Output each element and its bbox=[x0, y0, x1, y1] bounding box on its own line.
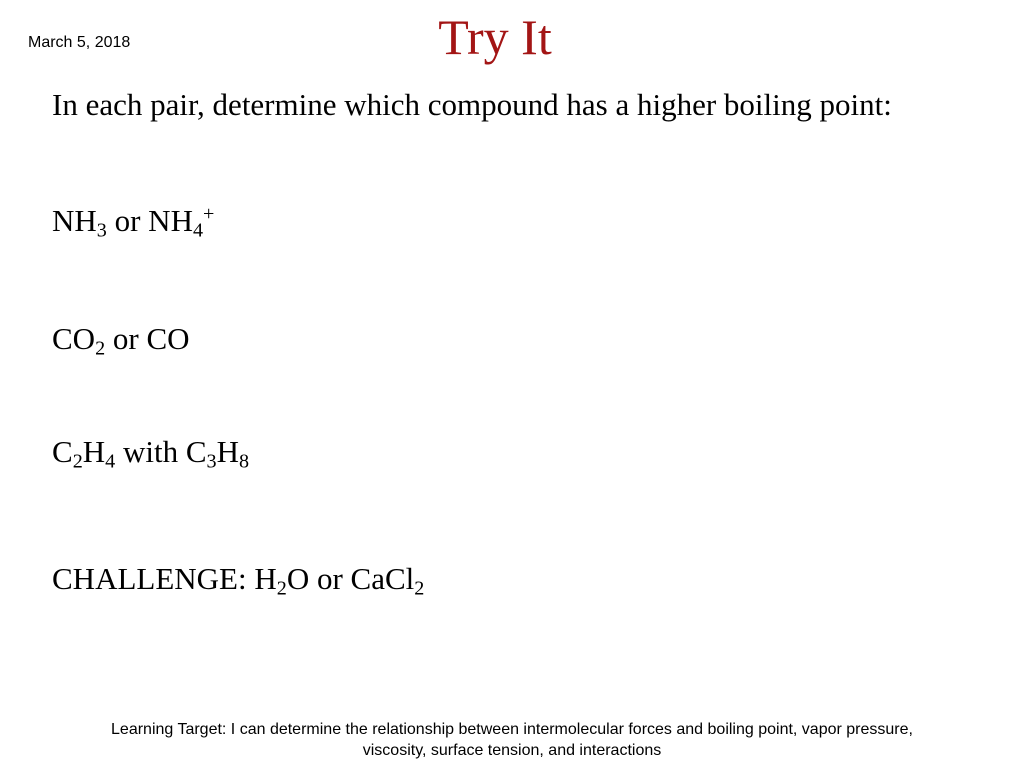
learning-target-line-2: viscosity, surface tension, and interactions bbox=[362, 741, 662, 759]
question-3-part: C bbox=[52, 434, 73, 469]
question-4-part: CHALLENGE: H bbox=[52, 561, 277, 596]
question-2-part: CO bbox=[52, 321, 96, 356]
learning-target bbox=[0, 720, 1024, 762]
question-1-superscript: + bbox=[203, 202, 215, 225]
question-1-subscript: 4 bbox=[192, 219, 204, 242]
question-3-subscript: 3 bbox=[206, 450, 217, 473]
question-3-part: with C bbox=[115, 434, 207, 469]
question-1-subscript: 3 bbox=[96, 219, 107, 242]
question-4-subscript: 2 bbox=[414, 577, 425, 600]
question-3-part: H bbox=[82, 434, 106, 469]
question-2-part: or CO bbox=[105, 321, 190, 356]
question-1-part: NH bbox=[52, 203, 97, 238]
question-1-part: or NH bbox=[106, 203, 193, 238]
question-2-subscript: 2 bbox=[95, 337, 106, 360]
question-3-subscript: 2 bbox=[72, 450, 83, 473]
slide-date: March 5, 2018 bbox=[28, 34, 131, 51]
question-4-part: O or CaCl bbox=[286, 561, 415, 596]
question-1 bbox=[52, 202, 215, 242]
question-3-subscript: 8 bbox=[239, 450, 250, 473]
question-2 bbox=[52, 320, 190, 360]
learning-target-line-1: Learning Target: I can determine the relationship between intermolecular forces and boiling point, vapor pressure, bbox=[111, 721, 913, 738]
question-3 bbox=[52, 433, 250, 473]
slide-title: Try It bbox=[438, 9, 552, 65]
slide-intro: In each pair, determine which compound has a higher boiling point: bbox=[52, 87, 892, 122]
question-4-subscript: 2 bbox=[276, 577, 287, 600]
question-3-subscript: 4 bbox=[105, 450, 116, 473]
question-3-part: H bbox=[216, 434, 239, 469]
question-4 bbox=[52, 560, 425, 600]
